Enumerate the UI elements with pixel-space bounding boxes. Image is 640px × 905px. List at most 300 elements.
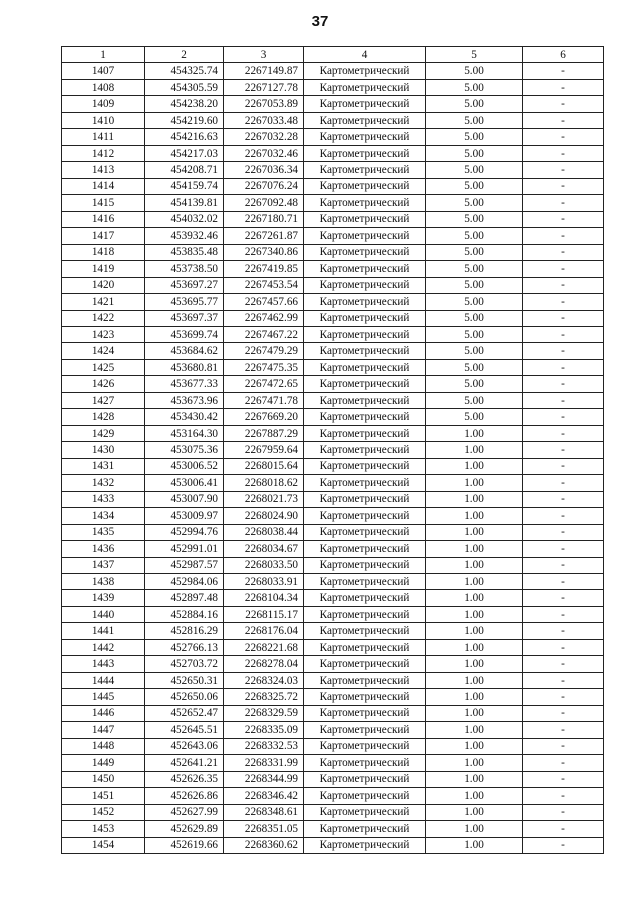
table-row: [62, 409, 604, 425]
table-row: [62, 623, 604, 639]
method-cell: Картометрический: [304, 228, 426, 244]
y-coordinate-cell: 2267467.22: [224, 326, 304, 342]
point-number-cell: 1450: [62, 771, 145, 787]
note-cell: -: [523, 228, 604, 244]
point-number-cell: 1424: [62, 343, 145, 359]
y-coordinate-cell: 2267092.48: [224, 195, 304, 211]
accuracy-cell: 5.00: [426, 63, 523, 79]
note-cell: -: [523, 524, 604, 540]
accuracy-cell: 1.00: [426, 656, 523, 672]
x-coordinate-cell: 452643.06: [145, 738, 224, 754]
y-coordinate-cell: 2267032.28: [224, 129, 304, 145]
x-coordinate-cell: 454159.74: [145, 178, 224, 194]
y-coordinate-cell: 2267453.54: [224, 277, 304, 293]
x-coordinate-cell: 452897.48: [145, 590, 224, 606]
method-cell: Картометрический: [304, 656, 426, 672]
x-coordinate-cell: 454325.74: [145, 63, 224, 79]
y-coordinate-cell: 2267462.99: [224, 310, 304, 326]
method-cell: Картометрический: [304, 162, 426, 178]
point-number-cell: 1415: [62, 195, 145, 211]
x-coordinate-cell: 452641.21: [145, 755, 224, 771]
x-coordinate-cell: 452987.57: [145, 557, 224, 573]
table-row: [62, 705, 604, 721]
y-coordinate-cell: 2267033.48: [224, 112, 304, 128]
column-header-2: 2: [145, 47, 224, 63]
method-cell: Картометрический: [304, 590, 426, 606]
accuracy-cell: 1.00: [426, 524, 523, 540]
note-cell: -: [523, 574, 604, 590]
table-row: [62, 326, 604, 342]
accuracy-cell: 5.00: [426, 112, 523, 128]
y-coordinate-cell: 2268115.17: [224, 606, 304, 622]
x-coordinate-cell: 452650.06: [145, 689, 224, 705]
note-cell: -: [523, 392, 604, 408]
point-number-cell: 1443: [62, 656, 145, 672]
x-coordinate-cell: 453932.46: [145, 228, 224, 244]
x-coordinate-cell: 452626.86: [145, 788, 224, 804]
y-coordinate-cell: 2267076.24: [224, 178, 304, 194]
accuracy-cell: 1.00: [426, 722, 523, 738]
note-cell: -: [523, 326, 604, 342]
method-cell: Картометрический: [304, 261, 426, 277]
point-number-cell: 1438: [62, 574, 145, 590]
method-cell: Картометрический: [304, 755, 426, 771]
x-coordinate-cell: 454305.59: [145, 79, 224, 95]
page-number: 37: [311, 13, 329, 30]
note-cell: -: [523, 343, 604, 359]
point-number-cell: 1425: [62, 359, 145, 375]
column-header-5: 5: [426, 47, 523, 63]
note-cell: -: [523, 557, 604, 573]
x-coordinate-cell: 454219.60: [145, 112, 224, 128]
table-row: [62, 195, 604, 211]
x-coordinate-cell: 452991.01: [145, 541, 224, 557]
method-cell: Картометрический: [304, 392, 426, 408]
y-coordinate-cell: 2267149.87: [224, 63, 304, 79]
table-row: [62, 491, 604, 507]
y-coordinate-cell: 2268221.68: [224, 639, 304, 655]
x-coordinate-cell: 453430.42: [145, 409, 224, 425]
point-number-cell: 1411: [62, 129, 145, 145]
point-number-cell: 1440: [62, 606, 145, 622]
note-cell: -: [523, 755, 604, 771]
y-coordinate-cell: 2268278.04: [224, 656, 304, 672]
table-row: [62, 755, 604, 771]
accuracy-cell: 1.00: [426, 606, 523, 622]
y-coordinate-cell: 2267457.66: [224, 294, 304, 310]
x-coordinate-cell: 453684.62: [145, 343, 224, 359]
accuracy-cell: 5.00: [426, 129, 523, 145]
accuracy-cell: 5.00: [426, 392, 523, 408]
note-cell: -: [523, 277, 604, 293]
table-row: [62, 837, 604, 853]
method-cell: Картометрический: [304, 639, 426, 655]
accuracy-cell: 5.00: [426, 359, 523, 375]
x-coordinate-cell: 452650.31: [145, 672, 224, 688]
x-coordinate-cell: 453075.36: [145, 442, 224, 458]
x-coordinate-cell: 454217.03: [145, 145, 224, 161]
note-cell: -: [523, 590, 604, 606]
point-number-cell: 1434: [62, 508, 145, 524]
y-coordinate-cell: 2268351.05: [224, 821, 304, 837]
accuracy-cell: 5.00: [426, 211, 523, 227]
method-cell: Картометрический: [304, 672, 426, 688]
accuracy-cell: 1.00: [426, 821, 523, 837]
note-cell: -: [523, 129, 604, 145]
y-coordinate-cell: 2267340.86: [224, 244, 304, 260]
y-coordinate-cell: 2267036.34: [224, 162, 304, 178]
point-number-cell: 1413: [62, 162, 145, 178]
y-coordinate-cell: 2267669.20: [224, 409, 304, 425]
x-coordinate-cell: 453738.50: [145, 261, 224, 277]
note-cell: -: [523, 821, 604, 837]
table-row: [62, 277, 604, 293]
x-coordinate-cell: 452627.99: [145, 804, 224, 820]
note-cell: -: [523, 112, 604, 128]
y-coordinate-cell: 2268176.04: [224, 623, 304, 639]
accuracy-cell: 1.00: [426, 442, 523, 458]
note-cell: -: [523, 788, 604, 804]
method-cell: Картометрический: [304, 442, 426, 458]
y-coordinate-cell: 2268018.62: [224, 475, 304, 491]
point-number-cell: 1442: [62, 639, 145, 655]
x-coordinate-cell: 453697.37: [145, 310, 224, 326]
note-cell: -: [523, 442, 604, 458]
point-number-cell: 1439: [62, 590, 145, 606]
y-coordinate-cell: 2268348.61: [224, 804, 304, 820]
table-row: [62, 541, 604, 557]
y-coordinate-cell: 2267475.35: [224, 359, 304, 375]
x-coordinate-cell: 453164.30: [145, 425, 224, 441]
accuracy-cell: 1.00: [426, 672, 523, 688]
method-cell: Картометрический: [304, 112, 426, 128]
column-header-3: 3: [224, 47, 304, 63]
point-number-cell: 1451: [62, 788, 145, 804]
point-number-cell: 1437: [62, 557, 145, 573]
x-coordinate-cell: 452703.72: [145, 656, 224, 672]
point-number-cell: 1444: [62, 672, 145, 688]
accuracy-cell: 5.00: [426, 409, 523, 425]
y-coordinate-cell: 2267479.29: [224, 343, 304, 359]
point-number-cell: 1417: [62, 228, 145, 244]
note-cell: -: [523, 145, 604, 161]
x-coordinate-cell: 454238.20: [145, 96, 224, 112]
accuracy-cell: 1.00: [426, 804, 523, 820]
table-header-row: [62, 47, 604, 63]
accuracy-cell: 1.00: [426, 574, 523, 590]
note-cell: -: [523, 623, 604, 639]
y-coordinate-cell: 2268360.62: [224, 837, 304, 853]
method-cell: Картометрический: [304, 409, 426, 425]
table-row: [62, 738, 604, 754]
note-cell: -: [523, 63, 604, 79]
y-coordinate-cell: 2268104.34: [224, 590, 304, 606]
note-cell: -: [523, 195, 604, 211]
y-coordinate-cell: 2268033.91: [224, 574, 304, 590]
table-row: [62, 310, 604, 326]
table-row: [62, 557, 604, 573]
y-coordinate-cell: 2267472.65: [224, 376, 304, 392]
table-row: [62, 178, 604, 194]
method-cell: Картометрический: [304, 606, 426, 622]
y-coordinate-cell: 2268324.03: [224, 672, 304, 688]
table-row: [62, 804, 604, 820]
y-coordinate-cell: 2268021.73: [224, 491, 304, 507]
method-cell: Картометрический: [304, 623, 426, 639]
column-header-4: 4: [304, 47, 426, 63]
table-row: [62, 63, 604, 79]
note-cell: -: [523, 837, 604, 853]
table-row: [62, 672, 604, 688]
accuracy-cell: 5.00: [426, 294, 523, 310]
note-cell: -: [523, 508, 604, 524]
accuracy-cell: 1.00: [426, 458, 523, 474]
accuracy-cell: 5.00: [426, 228, 523, 244]
table-row: [62, 425, 604, 441]
y-coordinate-cell: 2267261.87: [224, 228, 304, 244]
point-number-cell: 1431: [62, 458, 145, 474]
x-coordinate-cell: 453695.77: [145, 294, 224, 310]
x-coordinate-cell: 453835.48: [145, 244, 224, 260]
x-coordinate-cell: 453006.41: [145, 475, 224, 491]
table-row: [62, 162, 604, 178]
table-row: [62, 821, 604, 837]
y-coordinate-cell: 2268015.64: [224, 458, 304, 474]
accuracy-cell: 1.00: [426, 590, 523, 606]
point-number-cell: 1426: [62, 376, 145, 392]
point-number-cell: 1449: [62, 755, 145, 771]
accuracy-cell: 1.00: [426, 623, 523, 639]
table-row: [62, 590, 604, 606]
table-row: [62, 261, 604, 277]
x-coordinate-cell: 452984.06: [145, 574, 224, 590]
note-cell: -: [523, 656, 604, 672]
table-row: [62, 244, 604, 260]
point-number-cell: 1421: [62, 294, 145, 310]
x-coordinate-cell: 453009.97: [145, 508, 224, 524]
method-cell: Картометрический: [304, 475, 426, 491]
accuracy-cell: 1.00: [426, 491, 523, 507]
note-cell: -: [523, 310, 604, 326]
point-number-cell: 1447: [62, 722, 145, 738]
note-cell: -: [523, 458, 604, 474]
y-coordinate-cell: 2267419.85: [224, 261, 304, 277]
table-row: [62, 343, 604, 359]
coordinates-table: [61, 46, 604, 854]
accuracy-cell: 1.00: [426, 788, 523, 804]
y-coordinate-cell: 2267959.64: [224, 442, 304, 458]
table-row: [62, 458, 604, 474]
accuracy-cell: 1.00: [426, 475, 523, 491]
point-number-cell: 1422: [62, 310, 145, 326]
point-number-cell: 1448: [62, 738, 145, 754]
accuracy-cell: 5.00: [426, 178, 523, 194]
note-cell: -: [523, 96, 604, 112]
table-row: [62, 771, 604, 787]
table-row: [62, 376, 604, 392]
accuracy-cell: 5.00: [426, 96, 523, 112]
table-row: [62, 475, 604, 491]
point-number-cell: 1423: [62, 326, 145, 342]
note-cell: -: [523, 294, 604, 310]
accuracy-cell: 1.00: [426, 771, 523, 787]
table-row: [62, 129, 604, 145]
point-number-cell: 1412: [62, 145, 145, 161]
x-coordinate-cell: 452629.89: [145, 821, 224, 837]
note-cell: -: [523, 244, 604, 260]
accuracy-cell: 1.00: [426, 557, 523, 573]
note-cell: -: [523, 672, 604, 688]
point-number-cell: 1428: [62, 409, 145, 425]
accuracy-cell: 1.00: [426, 755, 523, 771]
point-number-cell: 1432: [62, 475, 145, 491]
point-number-cell: 1418: [62, 244, 145, 260]
y-coordinate-cell: 2268034.67: [224, 541, 304, 557]
accuracy-cell: 1.00: [426, 837, 523, 853]
accuracy-cell: 1.00: [426, 541, 523, 557]
x-coordinate-cell: 453699.74: [145, 326, 224, 342]
note-cell: -: [523, 162, 604, 178]
y-coordinate-cell: 2268332.53: [224, 738, 304, 754]
table-row: [62, 211, 604, 227]
y-coordinate-cell: 2267032.46: [224, 145, 304, 161]
note-cell: -: [523, 475, 604, 491]
method-cell: Картометрический: [304, 804, 426, 820]
x-coordinate-cell: 454032.02: [145, 211, 224, 227]
method-cell: Картометрический: [304, 96, 426, 112]
table-row: [62, 359, 604, 375]
note-cell: -: [523, 639, 604, 655]
y-coordinate-cell: 2267887.29: [224, 425, 304, 441]
method-cell: Картометрический: [304, 359, 426, 375]
x-coordinate-cell: 452652.47: [145, 705, 224, 721]
note-cell: -: [523, 705, 604, 721]
x-coordinate-cell: 454216.63: [145, 129, 224, 145]
note-cell: -: [523, 79, 604, 95]
accuracy-cell: 5.00: [426, 326, 523, 342]
table-body: [62, 63, 604, 854]
method-cell: Картометрический: [304, 788, 426, 804]
method-cell: Картометрический: [304, 689, 426, 705]
y-coordinate-cell: 2268038.44: [224, 524, 304, 540]
accuracy-cell: 5.00: [426, 277, 523, 293]
method-cell: Картометрический: [304, 425, 426, 441]
accuracy-cell: 5.00: [426, 261, 523, 277]
note-cell: -: [523, 376, 604, 392]
accuracy-cell: 1.00: [426, 705, 523, 721]
x-coordinate-cell: 452619.66: [145, 837, 224, 853]
point-number-cell: 1420: [62, 277, 145, 293]
method-cell: Картометрический: [304, 63, 426, 79]
y-coordinate-cell: 2268344.99: [224, 771, 304, 787]
accuracy-cell: 5.00: [426, 145, 523, 161]
method-cell: Картометрический: [304, 557, 426, 573]
method-cell: Картометрический: [304, 277, 426, 293]
table-row: [62, 574, 604, 590]
table-row: [62, 145, 604, 161]
note-cell: -: [523, 178, 604, 194]
accuracy-cell: 5.00: [426, 310, 523, 326]
x-coordinate-cell: 452626.35: [145, 771, 224, 787]
table-row: [62, 524, 604, 540]
x-coordinate-cell: 452766.13: [145, 639, 224, 655]
table-row: [62, 392, 604, 408]
method-cell: Картометрический: [304, 211, 426, 227]
y-coordinate-cell: 2268024.90: [224, 508, 304, 524]
point-number-cell: 1453: [62, 821, 145, 837]
method-cell: Картометрический: [304, 491, 426, 507]
y-coordinate-cell: 2267127.78: [224, 79, 304, 95]
note-cell: -: [523, 771, 604, 787]
note-cell: -: [523, 425, 604, 441]
note-cell: -: [523, 541, 604, 557]
method-cell: Картометрический: [304, 376, 426, 392]
method-cell: Картометрический: [304, 705, 426, 721]
method-cell: Картометрический: [304, 195, 426, 211]
column-header-1: 1: [62, 47, 145, 63]
x-coordinate-cell: 452816.29: [145, 623, 224, 639]
x-coordinate-cell: 454208.71: [145, 162, 224, 178]
point-number-cell: 1409: [62, 96, 145, 112]
x-coordinate-cell: 452994.76: [145, 524, 224, 540]
point-number-cell: 1419: [62, 261, 145, 277]
method-cell: Картометрический: [304, 508, 426, 524]
note-cell: -: [523, 606, 604, 622]
method-cell: Картометрический: [304, 294, 426, 310]
table-row: [62, 722, 604, 738]
y-coordinate-cell: 2268325.72: [224, 689, 304, 705]
x-coordinate-cell: 453007.90: [145, 491, 224, 507]
point-number-cell: 1408: [62, 79, 145, 95]
y-coordinate-cell: 2268335.09: [224, 722, 304, 738]
method-cell: Картометрический: [304, 738, 426, 754]
accuracy-cell: 5.00: [426, 244, 523, 260]
table-row: [62, 606, 604, 622]
point-number-cell: 1435: [62, 524, 145, 540]
note-cell: -: [523, 722, 604, 738]
note-cell: -: [523, 491, 604, 507]
x-coordinate-cell: 452884.16: [145, 606, 224, 622]
note-cell: -: [523, 804, 604, 820]
table-row: [62, 508, 604, 524]
table-row: [62, 689, 604, 705]
y-coordinate-cell: 2268346.42: [224, 788, 304, 804]
column-header-6: 6: [523, 47, 604, 63]
table-row: [62, 442, 604, 458]
method-cell: Картометрический: [304, 79, 426, 95]
table-row: [62, 96, 604, 112]
table-row: [62, 294, 604, 310]
x-coordinate-cell: 454139.81: [145, 195, 224, 211]
note-cell: -: [523, 359, 604, 375]
table-row: [62, 79, 604, 95]
point-number-cell: 1429: [62, 425, 145, 441]
x-coordinate-cell: 452645.51: [145, 722, 224, 738]
accuracy-cell: 1.00: [426, 425, 523, 441]
accuracy-cell: 1.00: [426, 689, 523, 705]
table-row: [62, 788, 604, 804]
x-coordinate-cell: 453680.81: [145, 359, 224, 375]
method-cell: Картометрический: [304, 310, 426, 326]
method-cell: Картометрический: [304, 541, 426, 557]
table-row: [62, 228, 604, 244]
note-cell: -: [523, 738, 604, 754]
method-cell: Картометрический: [304, 458, 426, 474]
method-cell: Картометрический: [304, 145, 426, 161]
y-coordinate-cell: 2267471.78: [224, 392, 304, 408]
method-cell: Картометрический: [304, 244, 426, 260]
method-cell: Картометрический: [304, 178, 426, 194]
